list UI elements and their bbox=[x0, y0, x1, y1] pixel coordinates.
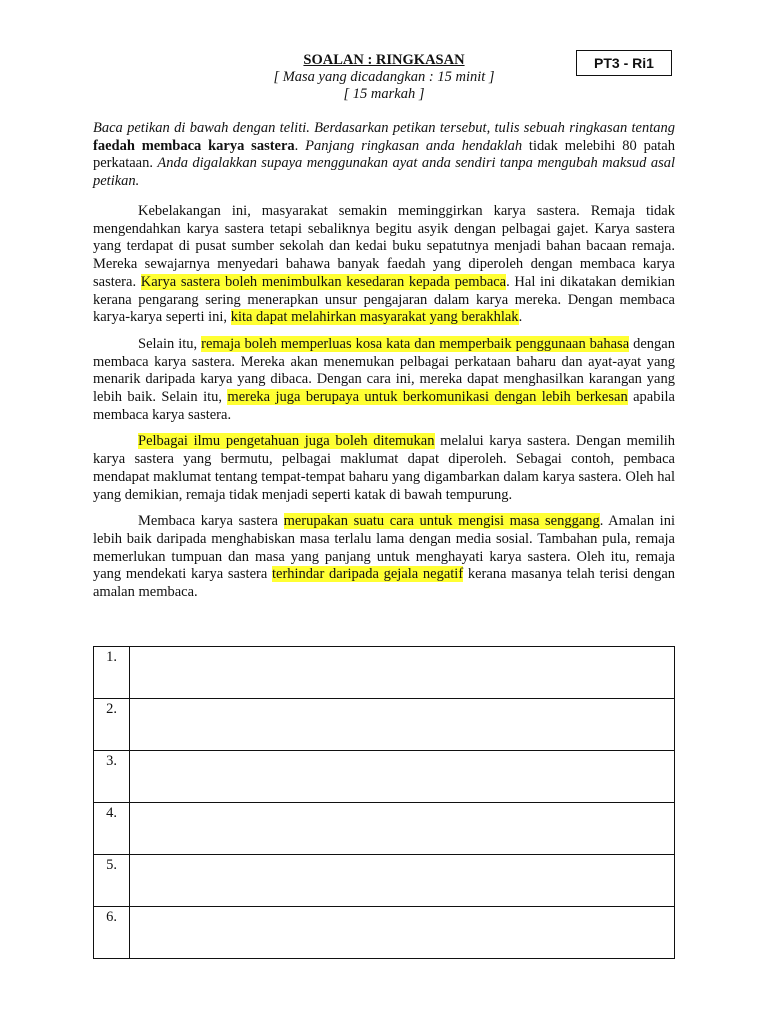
answer-row-number: 2. bbox=[94, 699, 130, 751]
passage-paragraph bbox=[93, 203, 675, 327]
passage-text: kerana masanya telah terisi dengan amalan membaca. bbox=[93, 566, 676, 601]
instruction-text bbox=[93, 120, 675, 190]
answer-row bbox=[94, 751, 675, 803]
highlighted-phrase: remaja boleh memperluas kosa kata dan memperbaik penggunaan bahasa bbox=[201, 335, 630, 352]
answer-cell[interactable] bbox=[130, 647, 675, 699]
passage-paragraph bbox=[93, 433, 675, 504]
answer-row bbox=[94, 907, 675, 959]
passage-paragraph bbox=[93, 513, 675, 602]
passage-text: dengan membaca karya sastera. Mereka akan menemukan pelbagai perkataan baharu dan ayat-ayat yang menarik daripada karya yang dibaca. Dengan cara ini, mereka dapat menghasilkan karangan yang lebih baik. Selain itu, bbox=[93, 335, 675, 406]
highlighted-phrase: Pelbagai ilmu pengetahuan juga boleh ditemukan bbox=[138, 433, 435, 450]
passage-text: Kebelakangan ini, masyarakat semakin meminggirkan karya sastera. Remaja tidak mengendahkan karya sastera tetapi sebaliknya begitu asyik dengan pelbagai gajet. Karya sastera yang terdapat di pusat sumber sekolah dan kedai buku sepatutnya menjadi bahan bacaan remaja. Mereka sewajarnya menyedari bahawa banyak faedah yang diperoleh dengan membaca karya sastera. bbox=[93, 203, 675, 290]
highlighted-phrase: Karya sastera boleh menimbulkan kesedaran kepada pembaca bbox=[140, 273, 507, 290]
passage-text: apabila membaca karya sastera. bbox=[93, 389, 675, 423]
highlighted-phrase: terhindar daripada gejala negatif bbox=[271, 566, 464, 583]
answer-row-number: 6. bbox=[94, 907, 130, 959]
answer-cell[interactable] bbox=[130, 907, 675, 959]
answer-cell[interactable] bbox=[130, 803, 675, 855]
passage-text: . Amalan ini lebih baik daripada menghabiskan masa terlalu lama dengan media sosial. Tambahan pula, remaja memerlukan tumpuan dan masa yang panjang untuk menghayati karya sastera. Oleh itu, remaja yang mendekati karya sastera bbox=[93, 513, 675, 583]
instruction-part-3: Panjang ringkasan anda hendaklah bbox=[305, 137, 523, 154]
answer-row bbox=[94, 855, 675, 907]
answer-cell[interactable] bbox=[130, 855, 675, 907]
passage-text: Selain itu, bbox=[138, 335, 202, 352]
highlighted-phrase: merupakan suatu cara untuk mengisi masa senggang bbox=[283, 513, 600, 530]
time-note: [ Masa yang dicadangkan : 15 minit ] bbox=[273, 69, 495, 85]
answer-row-number: 5. bbox=[94, 855, 130, 907]
instruction-part-1: Baca petikan di bawah dengan teliti. Berdasarkan petikan tersebut, tulis sebuah ringkasan tentang bbox=[93, 120, 675, 136]
answer-row-number: 3. bbox=[94, 751, 130, 803]
reading-passage bbox=[93, 203, 675, 611]
instruction-part-4: tidak melebihi 80 patah perkataan. bbox=[93, 137, 675, 171]
page-title: SOALAN : RINGKASAN bbox=[303, 52, 465, 68]
answer-row-number: 1. bbox=[94, 647, 130, 699]
passage-text: . Hal ini dikatakan demikian kerana pengarang sering menerapkan unsur pengajaran dalam karya mereka. Dengan membaca karya-karya seperti ini, bbox=[93, 273, 675, 326]
highlighted-phrase: kita dapat melahirkan masyarakat yang berakhlak bbox=[230, 309, 519, 326]
marks-note: [ 15 markah ] bbox=[343, 86, 425, 102]
answer-cell[interactable] bbox=[130, 751, 675, 803]
answer-cell[interactable] bbox=[130, 699, 675, 751]
instruction-part-2: . bbox=[294, 137, 306, 154]
answer-row bbox=[94, 803, 675, 855]
answer-row bbox=[94, 699, 675, 751]
passage-text: . bbox=[518, 309, 523, 326]
instruction-topic: faedah membaca karya sastera bbox=[93, 137, 295, 154]
answer-row bbox=[94, 647, 675, 699]
passage-text: melalui karya sastera. Dengan memilih karya sastera yang bermutu, pelbagai maklumat dapat diperoleh. Sebagai contoh, pembaca mendapat maklumat tentang tempat-tempat baharu yang digambarkan dalam karya sastera. Oleh hal yang demikian, remaja tidak menjadi seperti katak di bawah tempurung. bbox=[93, 433, 675, 503]
question-code-box: PT3 - Ri1 bbox=[576, 50, 672, 76]
passage-text: Membaca karya sastera bbox=[138, 513, 284, 530]
passage-paragraph bbox=[93, 336, 675, 425]
instruction-part-5: Anda digalakkan supaya menggunakan ayat anda sendiri tanpa mengubah maksud asal petikan. bbox=[93, 155, 676, 189]
answer-row-number: 4. bbox=[94, 803, 130, 855]
answer-table bbox=[93, 646, 675, 959]
highlighted-phrase: mereka juga berupaya untuk berkomunikasi dengan lebih berkesan bbox=[227, 389, 628, 406]
